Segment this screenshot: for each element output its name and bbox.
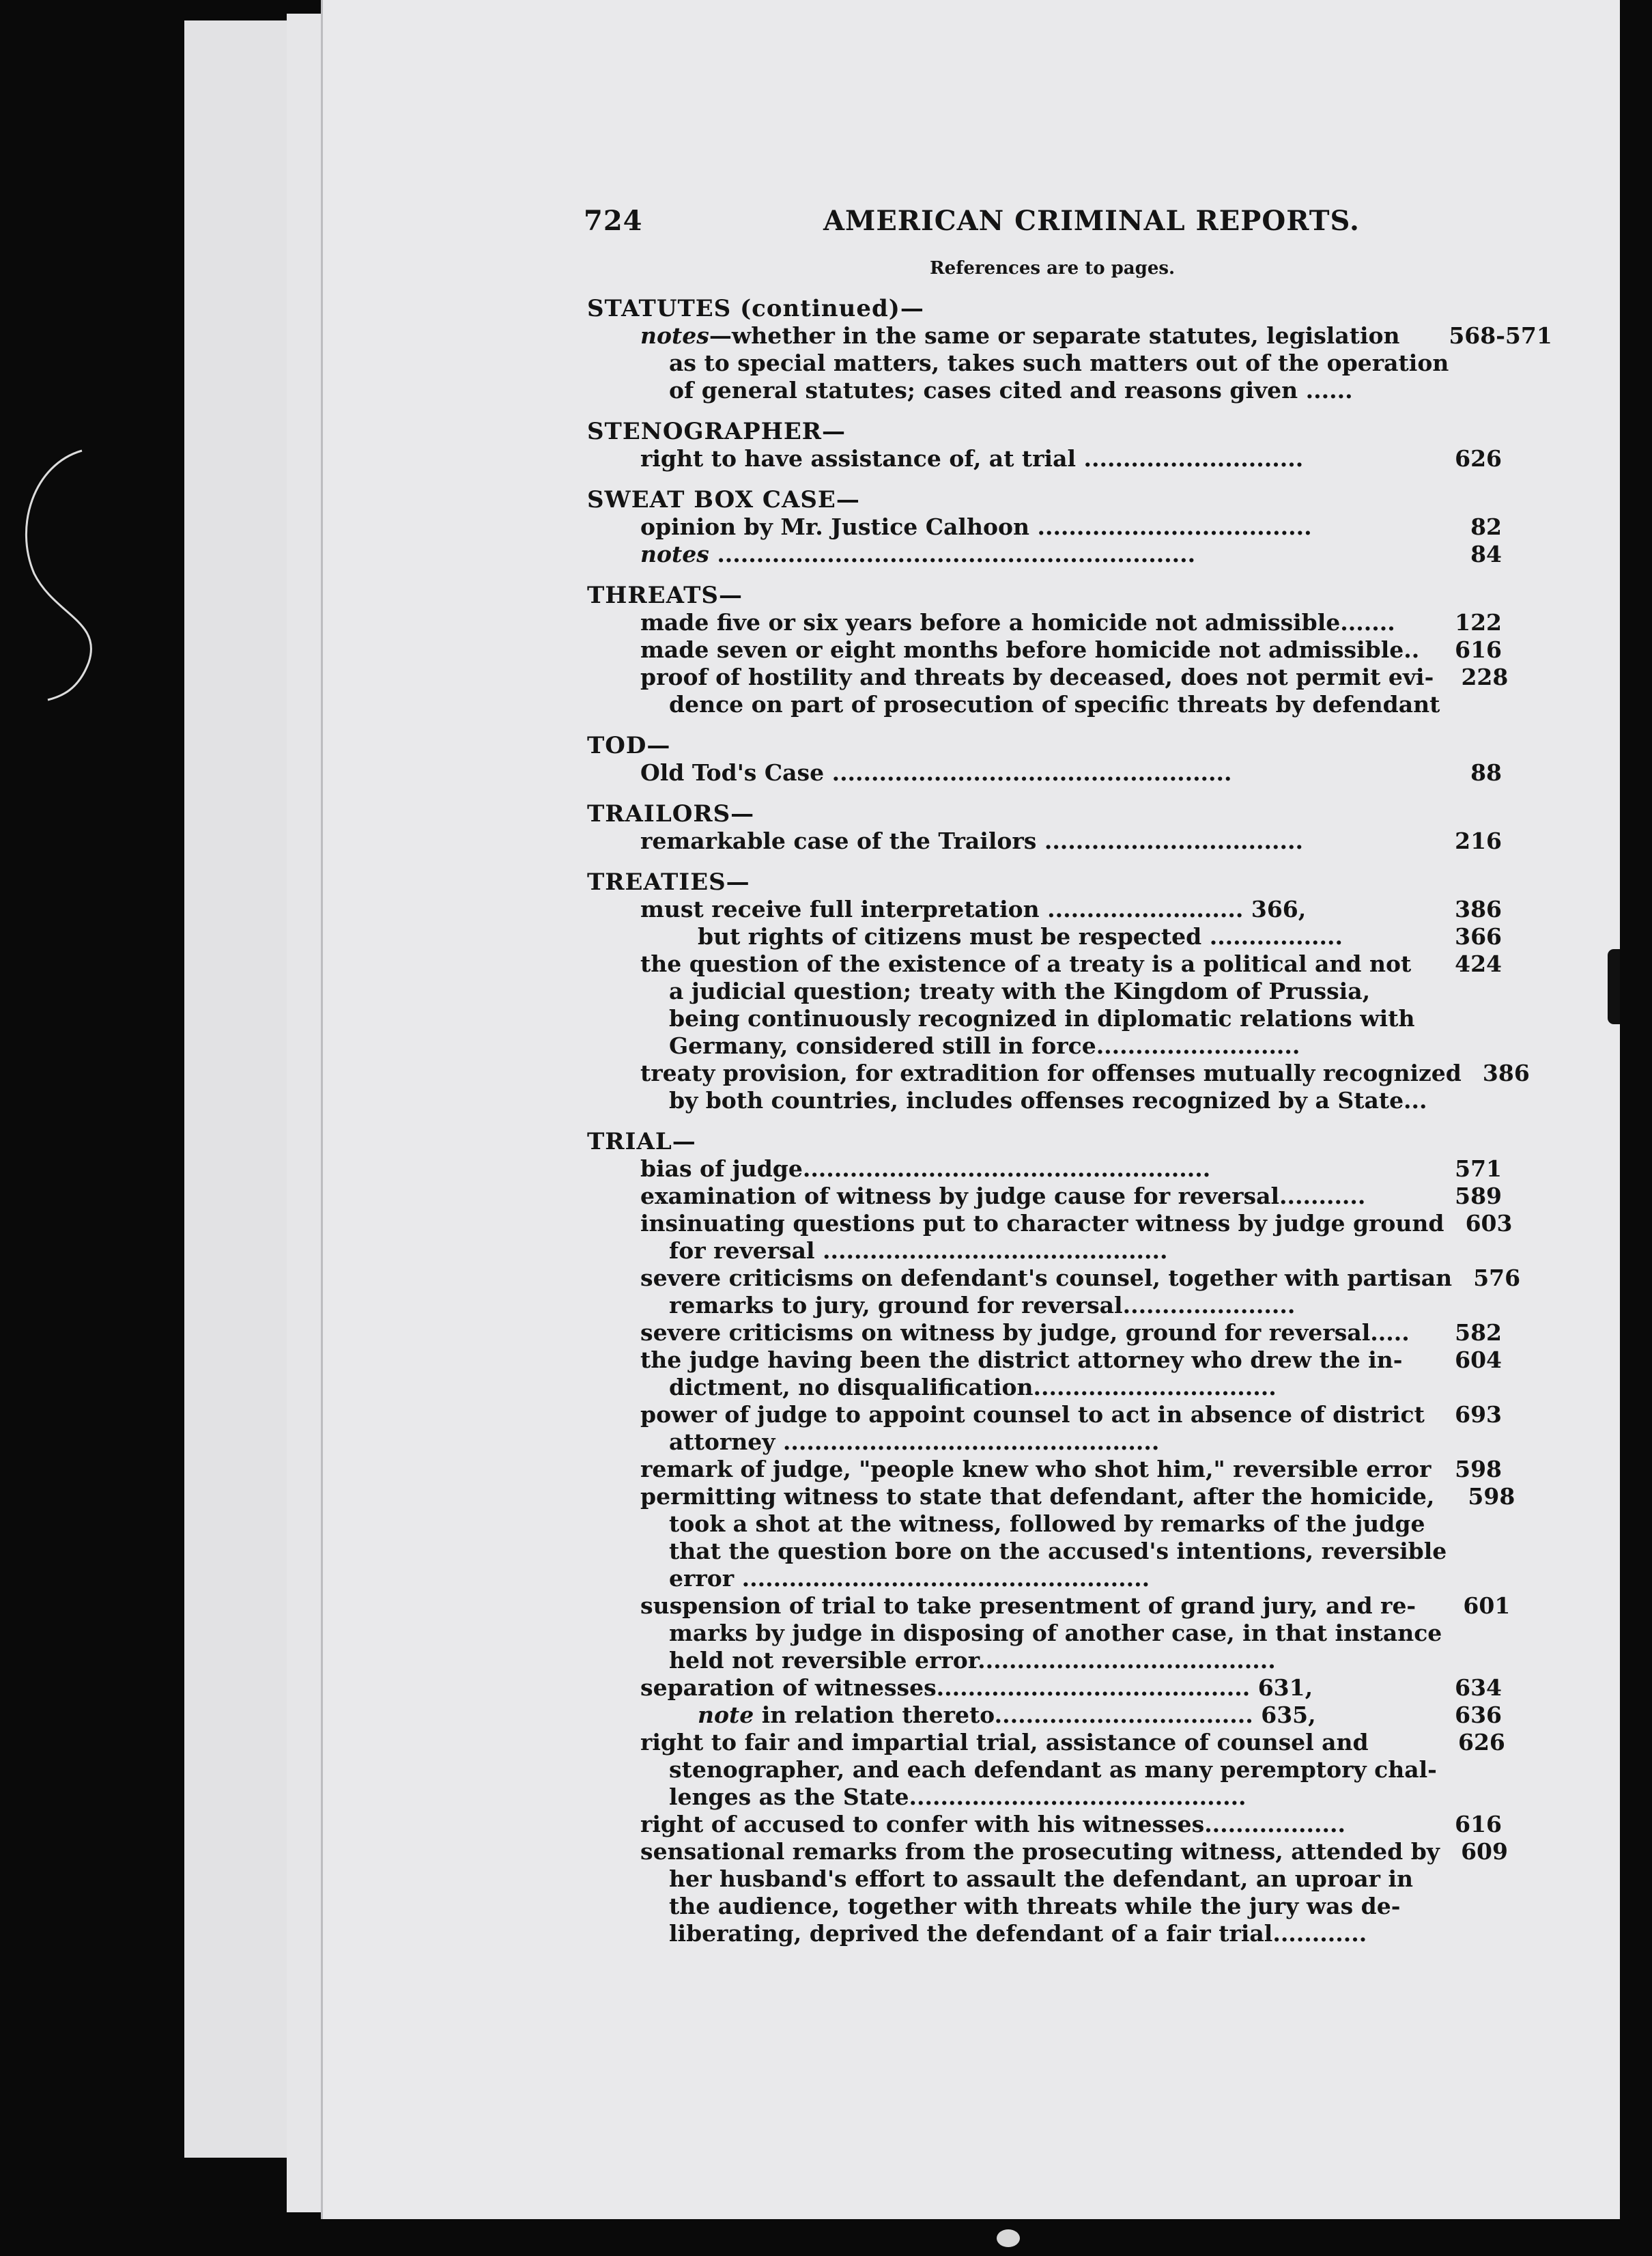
entry-line [640,1005,1434,1032]
entry-line [640,1592,1442,1620]
entry-line [640,445,1434,473]
entry-line-text: the question of the existence of a treaty is a political and not [640,950,1412,977]
entry-line [698,923,1434,950]
entry-line [640,1483,1447,1510]
entry-line-text: took a shot at the witness, followed by remarks of the judge [669,1510,1425,1537]
entry-page-ref: 122 [1455,609,1502,636]
entry-line [640,541,1434,568]
entry-text [640,1838,1440,1947]
page-number: 724 [584,205,643,237]
index-entry [640,828,1502,855]
entry-line [640,350,1449,377]
index-entry [640,664,1509,718]
entry-page-ref: 634 [1455,1674,1502,1701]
entry-line [640,828,1434,855]
index-section [266,418,1543,473]
entry-line [640,950,1434,978]
entry-page-ref: 424 [1455,950,1502,977]
entry-line [640,1401,1434,1428]
entry-line-text: severe criticisms on witness by judge, ground for reversal..... [640,1319,1410,1346]
entry-page-ref: 609 [1461,1838,1508,1865]
entry-text [640,1729,1437,1811]
entry-line-text: attorney ................................................ [669,1428,1160,1455]
entry-line [698,1702,1434,1729]
entry-line-text: a judicial question; treaty with the Kingdom of Prussia, [669,978,1371,1004]
index-entry [640,1811,1502,1838]
entry-text [640,541,1434,568]
index-heading: SWEAT BOX CASE— [587,486,860,513]
entry-page-ref: 604 [1455,1346,1502,1373]
entry-page-ref: 636 [1455,1702,1502,1728]
entry-line [640,1565,1447,1592]
entry-line [640,1674,1434,1702]
entry-text [640,636,1434,664]
index-section [266,869,1543,1114]
entry-line [640,1783,1437,1811]
entry-line [640,978,1434,1005]
index-entry [640,322,1552,404]
entry-line [640,1811,1434,1838]
entry-lead-italic: note [698,1702,754,1728]
entry-page-ref: 616 [1455,636,1502,663]
entry-line-text: proof of hostility and threats by deceased, does not permit evi- [640,664,1434,690]
entry-line [640,377,1449,404]
entry-line [640,1428,1434,1456]
entry-line [640,1319,1434,1346]
entry-page-ref: 386 [1455,896,1502,922]
entry-text [640,1811,1434,1838]
entry-line-text: error .................................................... [669,1565,1150,1592]
entry-line-text: marks by judge in disposing of another case, in that instance [669,1620,1442,1646]
page-blot [997,2229,1020,2247]
entry-page-ref: 616 [1455,1811,1502,1837]
entry-page-ref: 88 [1470,759,1502,786]
index-heading: TREATIES— [587,869,750,896]
index-entry [640,636,1502,664]
entry-page-ref: 582 [1455,1319,1502,1346]
entry-line-text: lenges as the State........................................... [669,1783,1247,1810]
entry-line-text: held not reversible error...................................... [669,1647,1276,1674]
index-entry [640,1674,1502,1702]
entry-line [640,1865,1440,1893]
entry-page-ref: 603 [1465,1210,1513,1237]
index-entry [640,1319,1502,1346]
entry-line-text: liberating, deprived the defendant of a fair trial............ [669,1920,1367,1947]
index-heading: STENOGRAPHER— [587,418,846,445]
entry-line-text: must receive full interpretation ......................... 366, [640,896,1307,922]
entry-line-text: dence on part of prosecution of specific threats by defendant [669,691,1440,718]
entry-page-ref: 626 [1457,1729,1505,1756]
entry-line [640,1838,1440,1865]
entry-line [640,513,1434,541]
entry-line [640,1346,1434,1374]
index-entry [640,541,1502,568]
entry-text [640,322,1449,404]
entry-line [640,1756,1437,1783]
entry-text [640,664,1440,718]
index-entry [640,1155,1502,1183]
index-section [266,582,1543,718]
index-entry [640,1838,1508,1947]
index-heading: TOD— [587,732,671,759]
entry-page-ref: 386 [1482,1060,1530,1086]
entry-text [640,950,1434,1060]
entry-line-text: the audience, together with threats while the jury was de- [669,1893,1401,1919]
entry-text [698,1702,1434,1729]
entry-text [640,1483,1447,1592]
entry-line [640,1374,1434,1401]
index-entry [640,609,1502,636]
index-entry [640,1729,1505,1811]
index-section [266,486,1543,568]
entry-line-text: for reversal ............................................ [669,1237,1168,1264]
entry-line [640,1920,1440,1947]
index-entry [640,896,1502,923]
entry-line [640,636,1434,664]
entry-line-text: right to fair and impartial trial, assistance of counsel and [640,1729,1369,1756]
entry-page-ref: 82 [1470,513,1502,540]
index-entry [640,1183,1502,1210]
entry-line-text: ............................................................. [709,541,1196,567]
entry-text [640,759,1434,787]
entry-text [640,1265,1452,1319]
entry-page-ref: 576 [1473,1265,1521,1291]
entry-text [698,923,1434,950]
running-head [266,205,1543,253]
references-note: References are to pages. [930,258,1176,279]
entry-line [640,896,1434,923]
entry-line-text: treaty provision, for extradition for offenses mutually recognized [640,1060,1462,1086]
page-content [266,205,1552,1961]
entry-line-text: right of accused to confer with his witnesses.................. [640,1811,1345,1837]
entry-line-text: severe criticisms on defendant's counsel, together with partisan [640,1265,1453,1291]
entry-text [640,1319,1434,1346]
entry-line-text: separation of witnesses........................................ 631, [640,1674,1313,1701]
index-entry [640,1210,1513,1265]
entry-line-text: power of judge to appoint counsel to act in absence of district [640,1401,1425,1428]
index-entry [640,759,1502,787]
entry-line [640,609,1434,636]
entry-text [640,828,1434,855]
entry-line-text: being continuously recognized in diplomatic relations with [669,1005,1415,1032]
entry-line [640,664,1440,691]
entry-line-text: as to special matters, takes such matters out of the operation [669,350,1449,376]
entry-line [640,691,1440,718]
index-section [266,295,1552,404]
entry-line [640,1237,1444,1265]
entry-page-ref: 216 [1455,828,1502,854]
entry-line [640,759,1434,787]
entry-text [640,513,1434,541]
entry-line [640,1155,1434,1183]
entry-line-text: but rights of citizens must be respected ................. [698,923,1343,950]
index-entry [698,1702,1502,1729]
entry-line-text: Germany, considered still in force.......................... [669,1032,1300,1059]
index-entry [640,1346,1502,1401]
index-section [266,732,1543,787]
entry-line-text: remark of judge, "people knew who shot him," reversible error [640,1456,1432,1482]
entry-text [640,445,1434,473]
entry-text [640,1210,1444,1265]
entry-line [640,1210,1444,1237]
index-entry [640,513,1502,541]
running-title: AMERICAN CRIMINAL REPORTS. [823,205,1360,237]
entry-text [640,1183,1434,1210]
index-entry [640,1592,1511,1674]
entry-line-text: insinuating questions put to character witness by judge ground [640,1210,1444,1237]
index-heading: THREATS— [587,582,743,609]
entry-line-text: her husband's effort to assault the defendant, an uproar in [669,1865,1414,1892]
entry-page-ref: 568-571 [1449,322,1552,349]
entry-line-text: Old Tod's Case ................................................... [640,759,1232,786]
entry-page-ref: 626 [1455,445,1502,472]
index-heading: TRIAL— [587,1128,696,1155]
entry-line-text: the judge having been the district attorney who drew the in- [640,1346,1403,1373]
index-entry [640,1483,1515,1592]
index-entry [698,923,1502,950]
index-list [266,295,1552,1947]
index-entry [640,445,1502,473]
index-entry [640,1265,1521,1319]
entry-text [640,609,1434,636]
entry-text [640,1155,1434,1183]
entry-page-ref: 84 [1470,541,1502,567]
entry-text [640,1456,1434,1483]
index-entry [640,1401,1502,1456]
binder-clip-shape [7,444,102,703]
index-entry [640,1456,1502,1483]
entry-line-text: made five or six years before a homicide not admissible....... [640,609,1395,636]
entry-lead-italic: notes [640,322,709,349]
entry-line-text: right to have assistance of, at trial ............................ [640,445,1304,472]
entry-page-ref: 589 [1455,1183,1502,1209]
entry-page-ref: 598 [1455,1456,1502,1482]
entry-line-text: remarkable case of the Trailors ................................. [640,828,1303,854]
entry-page-ref: 601 [1463,1592,1511,1619]
entry-page-ref: 571 [1455,1155,1502,1182]
entry-line [640,1456,1434,1483]
entry-page-ref: 693 [1455,1401,1502,1428]
entry-line [640,1729,1437,1756]
entry-line-text: suspension of trial to take presentment of grand jury, and re- [640,1592,1416,1619]
index-heading: TRAILORS— [587,800,755,828]
entry-line [640,1510,1447,1538]
entry-line [640,1893,1440,1920]
entry-text [640,1060,1462,1114]
entry-line-text: remarks to jury, ground for reversal...................... [669,1292,1296,1319]
entry-line-text: stenographer, and each defendant as many peremptory chal- [669,1756,1437,1783]
entry-text [640,1592,1442,1674]
entry-line [640,1265,1452,1292]
entry-line [640,1087,1462,1114]
entry-line [640,1032,1434,1060]
entry-line-text: permitting witness to state that defendant, after the homicide, [640,1483,1435,1510]
entry-line-text: made seven or eight months before homicide not admissible.. [640,636,1420,663]
entry-page-ref: 228 [1461,664,1509,690]
entry-line-text: examination of witness by judge cause for reversal........... [640,1183,1366,1209]
entry-line [640,1183,1434,1210]
entry-text [640,896,1434,923]
entry-line [640,1538,1447,1565]
entry-line-text: that the question bore on the accused's intentions, reversible [669,1538,1447,1564]
entry-lead-italic: notes [640,541,709,567]
entry-line-text: in relation thereto................................. 635, [754,1702,1316,1728]
entry-line-text: —whether in the same or separate statutes, legislation [709,322,1400,349]
index-entry [640,950,1502,1060]
entry-line [640,1647,1442,1674]
index-section [266,800,1543,855]
entry-line [640,1620,1442,1647]
entry-line-text: bias of judge.................................................... [640,1155,1211,1182]
index-section [266,1128,1543,1947]
entry-text [640,1401,1434,1456]
entry-text [640,1674,1434,1702]
entry-line-text: of general statutes; cases cited and reasons given ...... [669,377,1353,404]
entry-line [640,1060,1462,1087]
entry-line [640,1292,1452,1319]
index-heading: STATUTES (continued)— [587,295,924,322]
entry-page-ref: 598 [1468,1483,1515,1510]
entry-line-text: opinion by Mr. Justice Calhoon ................................... [640,513,1312,540]
page-edge-mark [1608,949,1620,1024]
entry-page-ref: 366 [1455,923,1502,950]
entry-line-text: sensational remarks from the prosecuting witness, attended by [640,1838,1440,1865]
entry-line [640,322,1449,350]
index-entry [640,1060,1530,1114]
entry-line-text: dictment, no disqualification............................... [669,1374,1277,1400]
entry-text [640,1346,1434,1401]
entry-line-text: by both countries, includes offenses recognized by a State... [669,1087,1427,1114]
